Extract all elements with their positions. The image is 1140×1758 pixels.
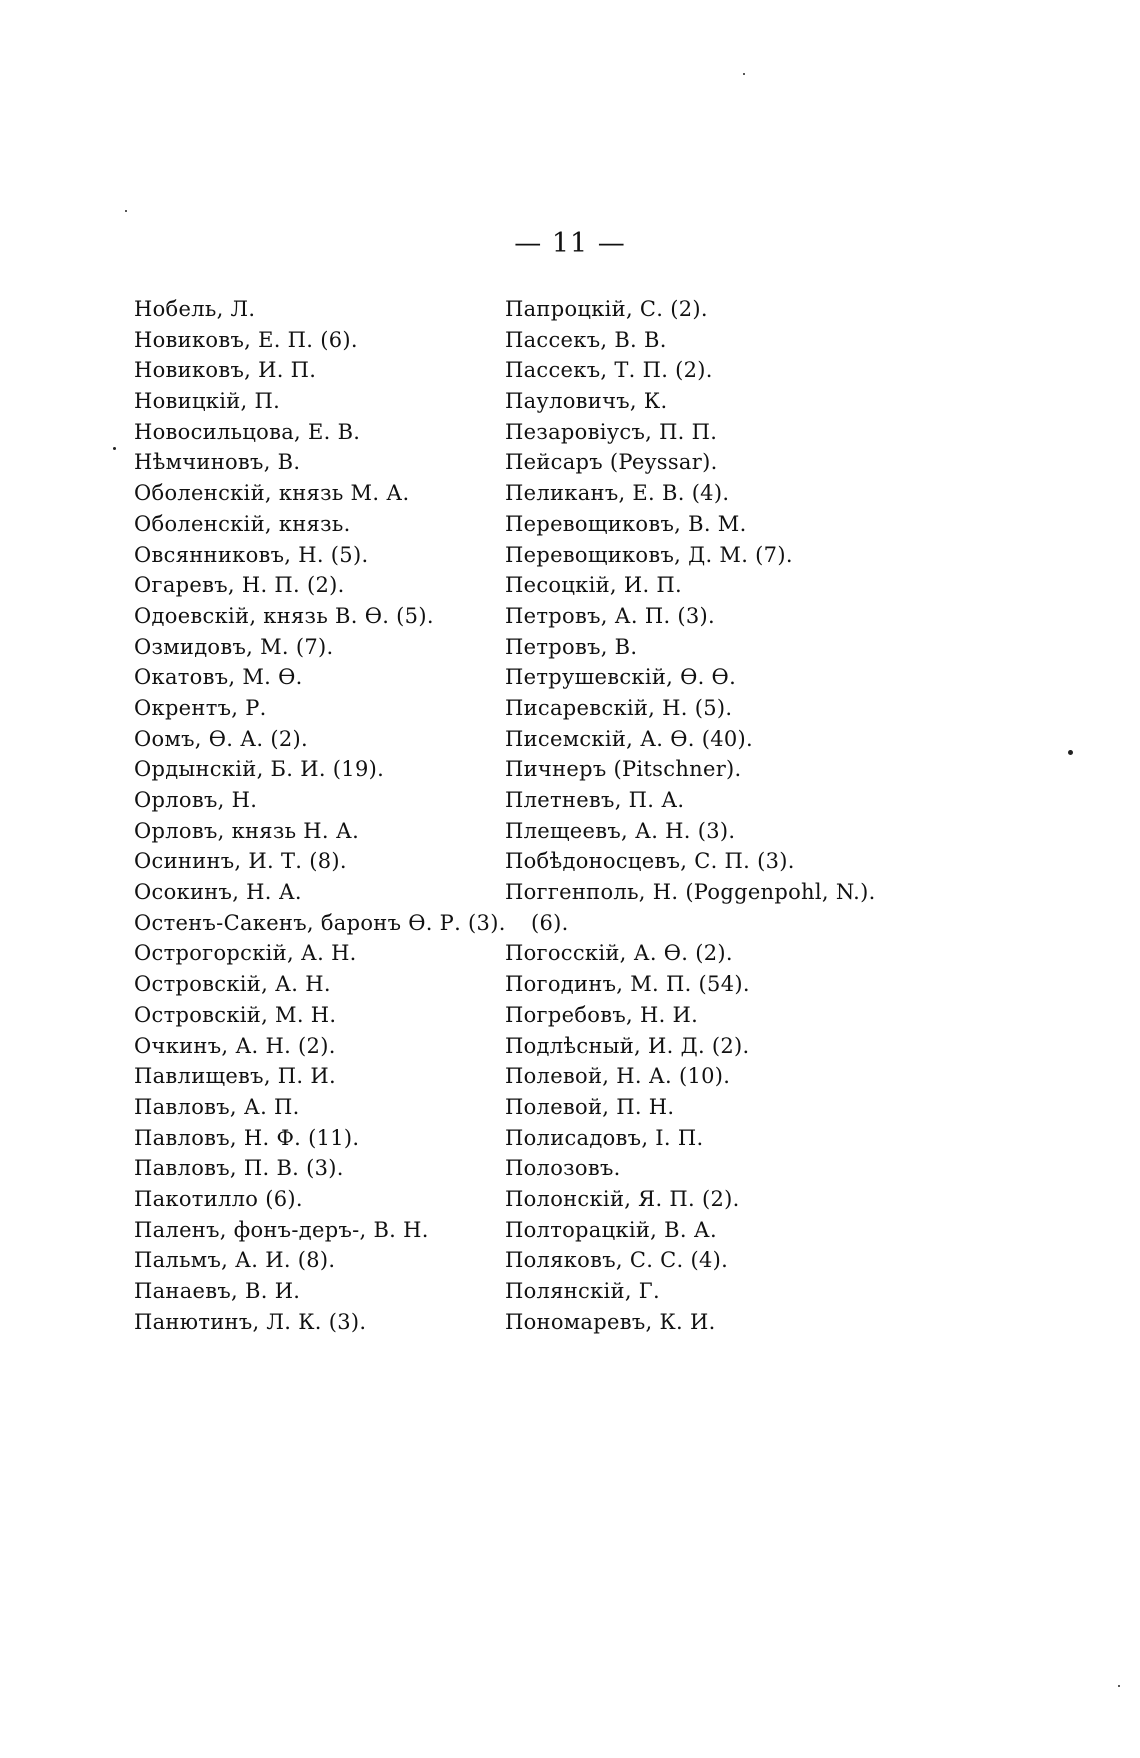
scan-speck <box>1068 750 1073 755</box>
index-entry: Полевой, П. Н. <box>505 1094 675 1119</box>
index-entry: Перевощиковъ, Д. М. (7). <box>505 542 793 567</box>
index-entry: Писемскій, А. Ѳ. (40). <box>505 726 753 751</box>
index-entry: Окатовъ, М. Ѳ. <box>134 665 303 690</box>
index-entry: Пакотилло (6). <box>134 1186 303 1211</box>
scan-speck <box>743 73 745 75</box>
index-entry: Новицкій, П. <box>134 389 281 414</box>
index-entry: Полонскій, Я. П. (2). <box>505 1186 740 1211</box>
index-entry: Новиковъ, И. П. <box>134 358 317 383</box>
index-entry: Нѣмчиновъ, В. <box>134 450 301 475</box>
index-entry: Озмидовъ, М. (7). <box>134 634 334 659</box>
index-entry: Павловъ, А. П. <box>134 1094 300 1119</box>
index-entry: Полянскій, Г. <box>505 1279 660 1303</box>
index-entry: Поляковъ, С. С. (4). <box>505 1248 729 1273</box>
index-entry: Полозовъ. <box>505 1156 621 1181</box>
index-entry: Очкинъ, А. Н. (2). <box>134 1033 336 1058</box>
index-entry: Оболенскій, князь. <box>134 511 351 536</box>
index-entry: Пауловичъ, К. <box>505 389 668 414</box>
index-entry: Нобель, Л. <box>134 297 256 321</box>
index-entry: Панаевъ, В. И. <box>134 1279 301 1303</box>
index-entry: (6). <box>531 910 569 935</box>
index-entry: Пейсаръ (Peyssar). <box>505 450 718 475</box>
index-entry: Орловъ, Н. <box>134 788 258 812</box>
index-entry: Овсянниковъ, Н. (5). <box>134 542 369 567</box>
right-column <box>505 294 875 1337</box>
index-entry: Погосскій, А. Ѳ. (2). <box>505 941 733 966</box>
index-entry: Пальмъ, А. И. (8). <box>134 1248 336 1273</box>
index-entry: Петровъ, В. <box>505 634 638 659</box>
left-column <box>134 294 506 1337</box>
scan-speck <box>113 447 116 450</box>
scan-speck <box>125 210 127 212</box>
page-number: — 11 — <box>514 228 626 259</box>
index-entry: Пичнеръ (Pitschner). <box>505 757 742 782</box>
index-entry: Новиковъ, Е. П. (6). <box>134 327 358 352</box>
index-entry: Пассекъ, В. В. <box>505 327 667 352</box>
index-entry: Пеликанъ, Е. В. (4). <box>505 481 730 506</box>
index-entry: Полторацкій, В. А. <box>505 1217 717 1242</box>
index-entry: Пассекъ, Т. П. (2). <box>505 358 713 383</box>
index-entry: Плещеевъ, А. Н. (3). <box>505 818 736 843</box>
index-entry: Окрентъ, Р. <box>134 695 267 720</box>
index-entry: Остенъ-Сакенъ, баронъ Ѳ. Р. (3). <box>134 910 506 935</box>
index-entry: Островскій, М. Н. <box>134 1002 337 1027</box>
index-entry: Одоевскій, князь В. Ѳ. (5). <box>134 603 434 628</box>
index-entry: Подлѣсный, И. Д. (2). <box>505 1033 750 1058</box>
index-entry: Новосильцова, Е. В. <box>134 419 361 444</box>
index-entry: Песоцкій, И. П. <box>505 573 682 598</box>
index-entry: Павловъ, Н. Ф. (11). <box>134 1125 360 1150</box>
index-entry: Ордынскій, Б. И. (19). <box>134 757 385 782</box>
index-entry: Павлищевъ, П. И. <box>134 1064 336 1089</box>
index-entry: Погодинъ, М. П. (54). <box>505 972 750 997</box>
index-entry: Плетневъ, П. А. <box>505 788 685 812</box>
index-entry: Пономаревъ, К. И. <box>505 1309 716 1334</box>
index-entry: Осокинъ, Н. А. <box>134 880 302 905</box>
index-entry: Погребовъ, Н. И. <box>505 1002 699 1027</box>
index-entry: Орловъ, князь Н. А. <box>134 818 360 843</box>
scan-speck <box>1118 1685 1120 1687</box>
index-entry: Осининъ, И. Т. (8). <box>134 849 347 874</box>
index-entry: Папроцкій, С. (2). <box>505 297 708 321</box>
index-entry: Огаревъ, Н. П. (2). <box>134 573 345 598</box>
index-entry: Оомъ, Ѳ. А. (2). <box>134 726 308 751</box>
index-entry: Острогорскій, А. Н. <box>134 941 357 966</box>
index-entry: Писаревскій, Н. (5). <box>505 695 733 720</box>
index-entry: Побѣдоносцевъ, С. П. (3). <box>505 849 795 874</box>
index-entry: Полевой, Н. А. (10). <box>505 1064 731 1089</box>
index-entry: Оболенскій, князь М. А. <box>134 481 410 506</box>
index-entry: Поггенполь, Н. (Poggenpohl, N.). <box>505 880 876 905</box>
index-entry: Павловъ, П. В. (3). <box>134 1156 344 1181</box>
index-entry: Петровъ, А. П. (3). <box>505 603 716 628</box>
index-entry: Полисадовъ, І. П. <box>505 1125 704 1150</box>
index-entry: Петрушевскій, Ѳ. Ѳ. <box>505 665 737 690</box>
index-entry: Островскій, А. Н. <box>134 972 331 997</box>
index-entry: Пезаровіусъ, П. П. <box>505 419 718 444</box>
index-entry: Панютинъ, Л. К. (3). <box>134 1309 367 1334</box>
index-entry: Перевощиковъ, В. М. <box>505 511 747 536</box>
index-entry: Паленъ, фонъ-деръ-, В. Н. <box>134 1217 429 1242</box>
